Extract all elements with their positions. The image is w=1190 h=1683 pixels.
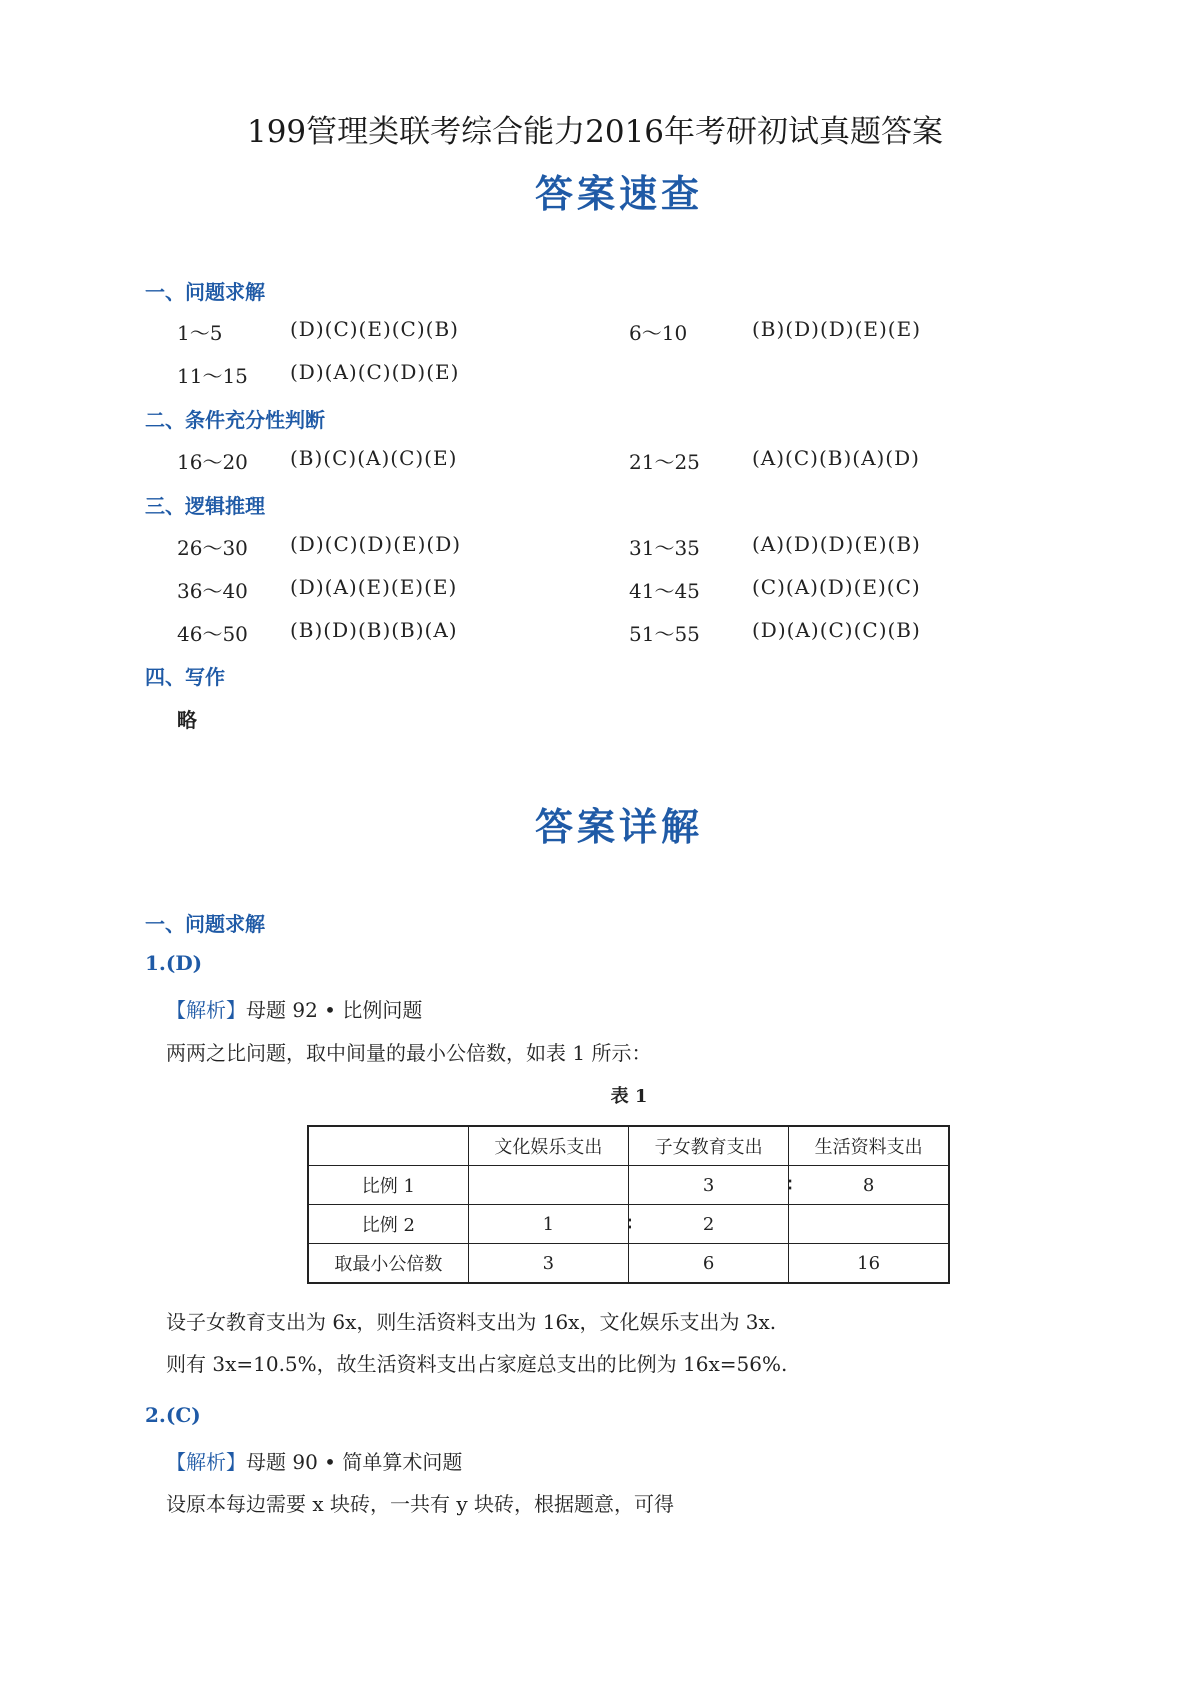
- answers: (D)(A)(C)(C)(B): [752, 618, 921, 642]
- document-title: 199管理类联考综合能力2016年考研初试真题答案: [246, 114, 944, 150]
- range: 6～10: [629, 321, 688, 345]
- answers: (D)(C)(D)(E)(D): [290, 532, 462, 556]
- question-number: 2.(C): [145, 1403, 201, 1427]
- range: 46～50: [177, 622, 248, 646]
- quick-answer-heading: 答案速查: [534, 171, 703, 216]
- answers: (B)(D)(D)(E)(E): [752, 317, 921, 341]
- section-heading: 三、逻辑推理: [145, 494, 265, 518]
- paragraph: 设子女教育支出为 6x，则生活资料支出为 16x，文化娱乐支出为 3x.: [166, 1310, 777, 1334]
- table-caption: 表 1: [610, 1086, 648, 1107]
- paragraph: 则有 3x=10.5%，故生活资料支出占家庭总支出的比例为 16x=56%.: [166, 1352, 788, 1376]
- table-header: 生活资料支出: [789, 1126, 949, 1166]
- table-cell: [629, 1166, 793, 1205]
- table-header-row: [308, 1126, 949, 1166]
- detail-heading: 答案详解: [534, 804, 703, 849]
- table-cell: 取最小公倍数: [308, 1244, 468, 1284]
- table-cell: 比例 1: [308, 1166, 468, 1205]
- section-heading: 四、写作: [145, 665, 225, 689]
- answers: (C)(A)(D)(E)(C): [752, 575, 921, 599]
- answers: (D)(C)(E)(C)(B): [290, 317, 459, 341]
- table-cell: [468, 1166, 628, 1205]
- range: 21～25: [629, 450, 700, 474]
- ratio-colon: ∶: [627, 1214, 632, 1235]
- table-row: [308, 1166, 949, 1205]
- analysis-topic: 母题 92 • 比例问题: [246, 998, 423, 1022]
- question-number: 1.(D): [145, 951, 203, 975]
- range: 41～45: [629, 579, 700, 603]
- table-cell: 2: [629, 1205, 789, 1244]
- answers: (A)(C)(B)(A)(D): [752, 446, 920, 470]
- ratio-table: [307, 1125, 950, 1284]
- table-row: [308, 1244, 949, 1284]
- paragraph: 设原本每边需要 x 块砖，一共有 y 块砖，根据题意，可得: [166, 1492, 675, 1516]
- analysis-topic: 母题 90 • 简单算术问题: [246, 1450, 463, 1474]
- table-cell: 3: [468, 1244, 628, 1284]
- range: 26～30: [177, 536, 248, 560]
- cell-value: 1: [542, 1213, 555, 1235]
- answers: (B)(C)(A)(C)(E): [290, 446, 458, 470]
- table-cell: [468, 1205, 632, 1244]
- table-cell: 6: [629, 1244, 789, 1284]
- section-heading: 一、问题求解: [145, 912, 265, 936]
- analysis-tag: 【解析】: [166, 1450, 246, 1474]
- section-heading: 一、问题求解: [145, 280, 265, 304]
- analysis-tag: 【解析】: [166, 998, 246, 1022]
- answers: (D)(A)(E)(E)(E): [290, 575, 458, 599]
- paragraph: 两两之比问题，取中间量的最小公倍数，如表 1 所示：: [166, 1041, 652, 1065]
- table-cell: 16: [789, 1244, 949, 1284]
- analysis-line: [166, 1446, 462, 1475]
- range: 1～5: [177, 321, 223, 345]
- ratio-colon: ∶: [787, 1175, 793, 1196]
- answers: (B)(D)(B)(B)(A): [290, 618, 458, 642]
- table-header: [308, 1126, 468, 1166]
- section-heading: 二、条件充分性判断: [145, 408, 325, 432]
- range: 51～55: [629, 622, 700, 646]
- table-header: 文化娱乐支出: [468, 1126, 628, 1166]
- table-cell: 8: [789, 1166, 949, 1205]
- answers: (A)(D)(D)(E)(B): [752, 532, 921, 556]
- range: 36～40: [177, 579, 248, 603]
- answers: (D)(A)(C)(D)(E): [290, 360, 460, 384]
- table-cell: [789, 1205, 949, 1244]
- range: 11～15: [177, 364, 248, 388]
- analysis-line: [166, 994, 422, 1023]
- writing-answer: 略: [177, 708, 197, 732]
- range: 16～20: [177, 450, 248, 474]
- table-row: [308, 1205, 949, 1244]
- range: 31～35: [629, 536, 700, 560]
- table-header: 子女教育支出: [629, 1126, 789, 1166]
- table-cell: 比例 2: [308, 1205, 468, 1244]
- cell-value: 3: [702, 1174, 715, 1196]
